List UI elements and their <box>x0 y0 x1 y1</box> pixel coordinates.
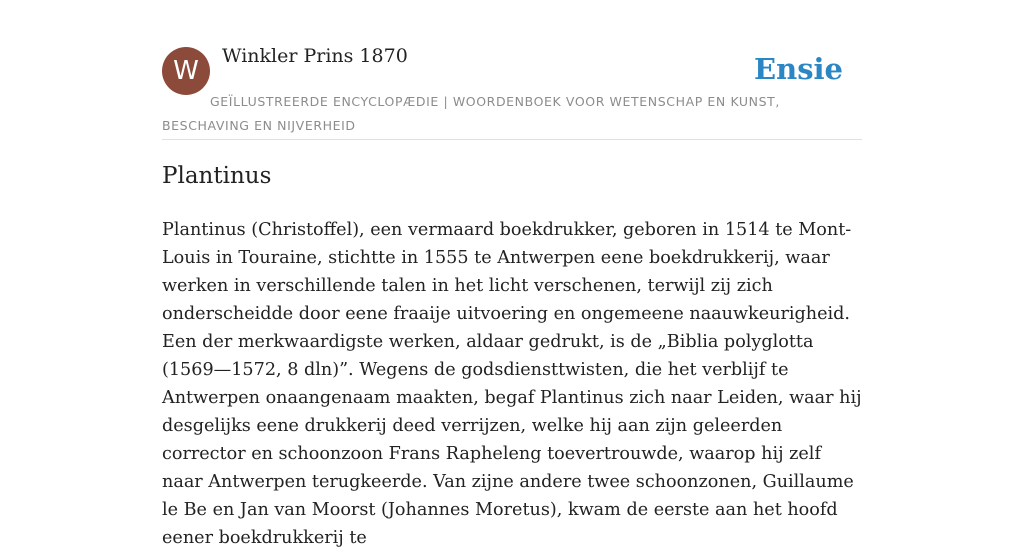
entry-body: Plantinus (Christoffel), een vermaard boekdrukker, geboren in 1514 te Mont-Louis in Touraine, stichtte in 1555 te Antwerpen eene boekdrukkerij, waar werken in verschillende talen in het licht verschenen, terwijl zij zich onderscheidde door eene fraaije uitvoering en ongemeene naauwkeurigheid. Een der merkwaardigste werken, aldaar gedrukt, is de „Biblia polyglotta (1569—1572, 8 dln)”. Wegens de godsdiensttwisten, die het verblijf te Antwerpen onaangenaam maakten, begaf Plantinus zich naar Leiden, waar hij desgelijks eene drukkerij deed verrijzen, welke hij aan zijn geleerden corrector en schoonzoon Frans Rapheleng toevertrouwde, waarop hij zelf naar Antwerpen terugkeerde. Van zijne andere twee schoonzonen, Guillaume le Be en Jan van Moorst (Johannes Moretus), kwam de eerste aan het hoofd eener boekdrukkerij te <box>162 220 862 548</box>
source-title[interactable]: Winkler Prins 1870 <box>222 45 408 67</box>
source-avatar[interactable]: W <box>162 47 210 95</box>
entry-title: Plantinus <box>162 163 272 189</box>
source-subtitle: GEÏLLUSTREERDE ENCYCLOPÆDIE | WOORDENBOEK VOOR WETENSCHAP EN KUNST, BESCHAVING EN NIJVERHEID <box>162 94 780 133</box>
header-divider <box>162 139 862 140</box>
brand-logo[interactable]: Ensie <box>754 52 843 86</box>
